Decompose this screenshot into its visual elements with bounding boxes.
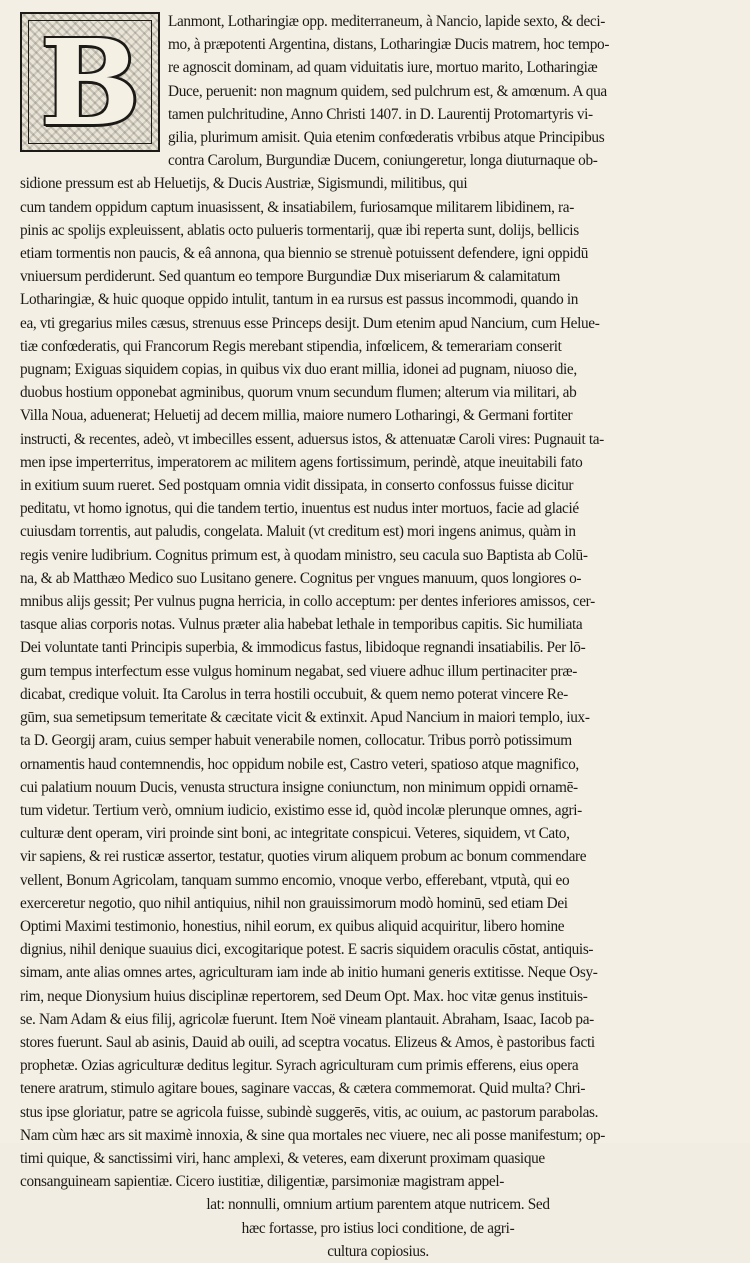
- text-line: dignius, nihil denique suauius dici, excogitarique potest. E sacris siquidem oraculis cōstat, antiquis-: [20, 941, 594, 959]
- text-line: stores fuerunt. Saul ab asinis, Dauid ab ouili, ad sceptra vocatus. Elizeus & Amos, è pastoribus facti: [20, 1033, 595, 1051]
- text-line: ta D. Georgij aram, cuius semper habuit venerabile nomen, collocatur. Tribus porrò potissimum: [20, 732, 572, 750]
- text-line: cui palatium nouum Ducis, venusta structura insigne coniunctum, non minimum oppidi ornamē-: [20, 778, 578, 796]
- text-line: gilia, plurimum amisit. Quia etenim confœderatis vrbibus atque Principibus: [168, 129, 605, 147]
- text-line: vellent, Bonum Agricolam, tanquam summo encomio, vnoque verbo, efferebant, vtputà, qui eo: [20, 871, 570, 889]
- text-line: rim, neque Dionysium huius disciplinæ repertorem, sed Deum Opt. Max. hoc vitæ genus instituis-: [20, 987, 588, 1005]
- text-line: consanguineam sapientiæ. Cicero iustitiæ, diligentiæ, parsimoniæ magistram appel-: [20, 1173, 505, 1191]
- text-line: dicabat, credique voluit. Ita Carolus in terra hostili occubuit, & quem nemo poterat vincere Re-: [20, 685, 568, 703]
- text-line: mo, à præpotenti Argentina, distans, Lotharingiæ Ducis matrem, hoc tempo-: [168, 36, 610, 54]
- text-line: peditatu, vt homo ignotus, qui die tandem tertio, inuentus est nudus inter mortuos, facie ad glacié: [20, 500, 579, 518]
- text-line: Lotharingiæ, & huic quoque oppido intulit, tantum in ea rursus est passus incommodi, quando in: [20, 291, 579, 309]
- text-line: tenere aratrum, stimulo agitare boues, saginare vaccas, & cætera commemorat. Quid multa? Chri-: [20, 1080, 586, 1098]
- text-line: tamen pulchritudine, Anno Christi 1407. in D. Laurentij Protomartyris vi-: [168, 105, 593, 123]
- text-line: Nam cùm hæc ars sit maximè innoxia, & sine qua mortales nec viuere, nec ali posse manifestum; op-: [20, 1126, 605, 1144]
- text-line: Lanmont, Lotharingiæ opp. mediterraneum, à Nancio, lapide sexto, & deci-: [168, 13, 605, 30]
- text-line: Dei voluntate tanti Principis superbia, & immodicus fastus, libidoque regnandi insatiabilis. Per lō-: [20, 639, 586, 657]
- text-line: re agnoscit dominam, ad quam viduitatis iure, mortuo marito, Lotharingiæ: [168, 59, 598, 77]
- text-line: contra Carolum, Burgundiæ Ducem, coniungeretur, longa diuturnaque ob-: [168, 152, 598, 170]
- decorated-initial-letter: [20, 12, 160, 152]
- text-line: men ipse imperterritus, imperatorem ac militem agens fortissimum, perindè, atque ineuitabili fato: [20, 453, 583, 471]
- initial-letter-glyph: B: [40, 13, 140, 152]
- text-line: tum videtur. Tertium verò, omnium iudicio, existimo esse id, quòd incolæ plerunque omnes, agri-: [20, 801, 582, 819]
- text-line: simam, ante alias omnes artes, agriculturam iam inde ab initio humani generis extitisse. Neque Osy-: [20, 964, 598, 982]
- text-line: cultura copiosius.: [327, 1242, 429, 1260]
- text-line: Optimi Maximi testimonio, honestius, nihil eorum, ex quibus aliquid acquiritur, libero homine: [20, 917, 565, 935]
- text-line: timi quique, & sanctissimi viri, hanc amplexi, & veteres, eam dixerunt proximam quasique: [20, 1149, 545, 1167]
- text-line: lat: nonnulli, omnium artium parentem atque nutricem. Sed: [206, 1196, 550, 1214]
- text-line: in exitium suum rueret. Sed postquam omnia vidit dissipata, in conserto confossus fuisse dicitur: [20, 477, 574, 495]
- text-line: pugnam; Exiguas siquidem copias, in quibus vix duo erant millia, idonei ad pugnam, niuoso die,: [20, 361, 577, 379]
- text-line: cuiusdam torrentis, aut paludis, congelata. Maluit (vt creditum est) mori ingens animus, quàm in: [20, 523, 576, 541]
- text-line: duobus hostium opponebat agminibus, quorum vnum secundum flumen; alterum via militari, ab: [20, 384, 577, 402]
- text-line: Duce, peruenit: non magnum quidem, sed pulchrum est, & amœnum. A qua: [168, 82, 607, 100]
- body-text: [20, 10, 736, 1263]
- text-line: regis venire ludibrium. Cognitus primum est, à quodam ministro, seu cacula suo Baptista ab Colū-: [20, 546, 588, 564]
- text-line: tasque alias corporis notas. Vulnus præter alia habebat lethale in temporibus capitis. Sic humiliata: [20, 616, 583, 634]
- text-line: na, & ab Matthæo Medico suo Lusitano genere. Cognitus per vngues manuum, quos longiores o-: [20, 569, 582, 587]
- text-line: tiæ confœderatis, qui Francorum Regis merebant stipendia, infœlicem, & temerariam conserit: [20, 337, 562, 355]
- text-line: vir sapiens, & rei rusticæ assertor, testatur, quoties virum aliquem probum ac bonum commendare: [20, 848, 587, 866]
- text-line: gum tempus interfectum esse vulgus hominum negabat, sed viuere adhuc illum pertinaciter præ-: [20, 662, 577, 680]
- text-line: cum tandem oppidum captum inuasissent, & insatiabilem, furiosamque militarem libidinem, ra-: [20, 198, 574, 216]
- text-line: gūm, sua semetipsum temeritate & cæcitate vicit & extinxit. Apud Nancium in maiori templo, iux-: [20, 709, 590, 727]
- text-line: ornamentis haud contemnendis, hoc oppidum nobile est, Castro veteri, spatioso atque magnifico,: [20, 755, 579, 773]
- text-line: Villa Noua, aduenerat; Heluetij ad decem millia, maiore numero Lotharingi, & Germani fortiter: [20, 407, 573, 425]
- text-line: etiam tormentis non paucis, & eâ annona, qua biennio se strenuè potuissent defendere, igni oppidū: [20, 245, 588, 263]
- text-line: pinis ac spolijs expleuissent, ablatis octo pulueris tormentarij, quæ ibi reperta sunt, dolijs, bellicis: [20, 221, 579, 239]
- text-line: hæc fortasse, pro istius loci conditione, de agri-: [241, 1219, 515, 1237]
- text-line: culturæ dent operam, viri proinde sint boni, ac integritate conspicui. Veteres, siquidem, vt Cato,: [20, 825, 570, 843]
- text-line: stus ipse gloriatur, patre se agricola fuisse, subindè suggerēs, vitis, ac ouium, ac pastorum parabolas.: [20, 1103, 599, 1121]
- text-line: ea, vti gregarius miles cæsus, strenuus esse Princeps desijt. Dum etenim apud Nancium, cum Helue-: [20, 314, 600, 332]
- text-line: mnibus alijs gessit; Per vulnus pugna herricia, in collo acceptum: per dentes inferiores amissos, cer-: [20, 593, 595, 611]
- text-line: prophetæ. Ozias agriculturæ deditus legitur. Syrach agriculturam cum primis efferens, eius opera: [20, 1057, 579, 1075]
- text-line: sidione pressum est ab Heluetijs, & Ducis Austriæ, Sigismundi, militibus, qui: [20, 175, 468, 193]
- text-line: instructi, & recentes, adeò, vt imbecilles essent, aduersus istos, & attenuatæ Caroli vires: Pugnauit ta-: [20, 430, 604, 448]
- text-line: vniuersum perdiderunt. Sed quantum eo tempore Burgundiæ Dux miseriarum & calamitatum: [20, 268, 561, 286]
- text-line: se. Nam Adam & eius filij, agricolæ fuerunt. Item Noë vineam plantauit. Abraham, Isaac, Iacob pa-: [20, 1010, 594, 1028]
- text-line: exerceretur negotio, quo nihil antiquius, nihil non grauissimorum modò hominū, sed etiam Dei: [20, 894, 568, 912]
